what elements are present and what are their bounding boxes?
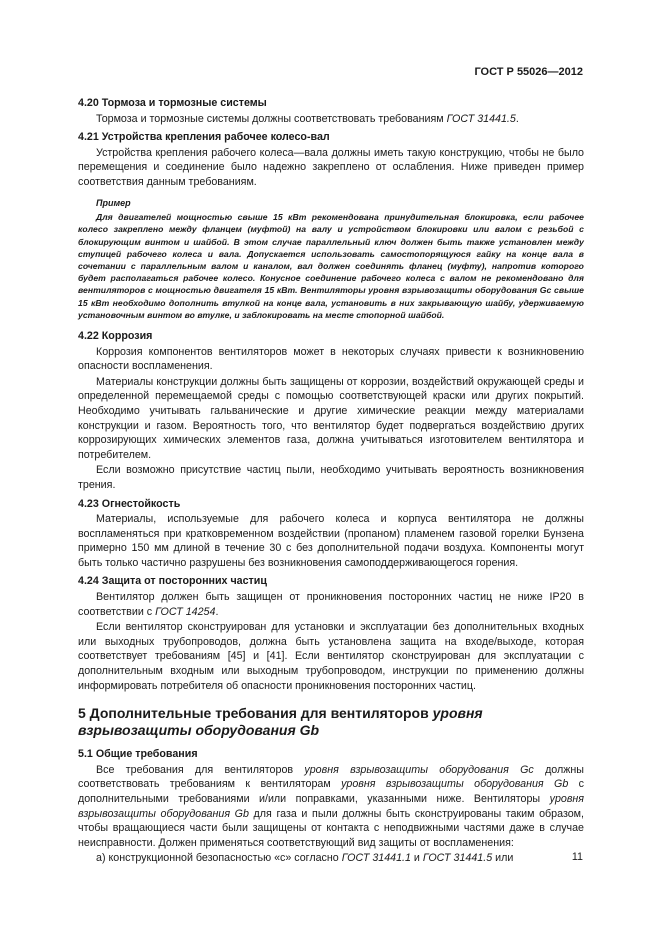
section-4-23-p1: Материалы, используемые для рабочего колеса и корпуса вентилятора не должны воспламеняться при кратковременном воздействии (пропаном) пламенем газовой горелки Бунзена примерно 150 мм длиной в течение 30 с без дополнительной подачи воздуха. Компоненты могут быть только частично разрушены без возникновения самоподдерживающегося горения. xyxy=(78,513,584,569)
document-id-header: ГОСТ Р 55026—2012 xyxy=(474,66,583,78)
example-title: Пример xyxy=(96,197,131,208)
section-4-22-p2: Материалы конструкции должны быть защищены от коррозии, воздействий окружающей среды и определенной перемещаемой среды с помощью соответствующей краски или других покрытий. Необходимо учитывать гальванические и другие химические реакции между материалами конструкции и газом. Вероятность того, что вентилятор будет подвергаться воздействию других коррозирующих химических элементов газа, должна учитываться изготовителем вентилятора и потребителем. xyxy=(78,375,584,461)
section-4-22-title: 4.22 Коррозия xyxy=(78,329,153,342)
page-content xyxy=(78,96,584,867)
gost-reference: ГОСТ 31441.1 xyxy=(341,852,411,865)
section-4-22-p3: Если возможно присутствие частиц пыли, необходимо учитывать вероятность возникновения трения. xyxy=(78,464,584,491)
section-4-20-text: Тормоза и тормозные системы должны соответствовать требованиям ГОСТ 31441.5. xyxy=(96,112,519,125)
section-5-1-title: 5.1 Общие требования xyxy=(78,748,198,761)
gost-reference: ГОСТ 31441.5 xyxy=(446,112,516,125)
list-item-a: а) конструкционной безопасностью «с» согласно ГОСТ 31441.1 и ГОСТ 31441.5 или xyxy=(96,852,514,865)
gost-reference: ГОСТ 14254 xyxy=(155,605,216,618)
section-4-21-title: 4.21 Устройства крепления рабочее колесо-вал xyxy=(78,131,330,144)
section-4-22-p1: Коррозия компонентов вентиляторов может в некоторых случаях привести к возникновению опасности воспламенения. xyxy=(78,345,584,373)
section-4-24-p2: Если вентилятор сконструирован для установки и эксплуатации без дополнительных входных или выходных трубопроводов, должна быть установлена защита на входе/выходе, которая соответствует требованиям [45] и [41]. Если вентилятор сконструирован для эксплуатации с дополнительным входным или выходным трубопроводом, инструкции по применению должны информировать потребителя об опасности проникновения посторонних частиц. xyxy=(78,621,584,692)
section-4-24-title: 4.24 Защита от посторонних частиц xyxy=(78,575,267,588)
section-4-20-title: 4.20 Тормоза и тормозные системы xyxy=(78,97,267,109)
section-4-23-title: 4.23 Огнестойкость xyxy=(78,497,181,510)
gost-reference: ГОСТ 31441.5 xyxy=(422,852,493,865)
example-text: Для двигателей мощностью свыше 15 кВт рекомендована принудительная блокировка, если рабочее колесо закреплено между фланцем (муфтой) на валу и устройством блокировки или валом с резьбой с блокирующим винтом и шайбой. В этом случае параллельный ключ должен быть также установлен между ступицей рабочего колеса и вала. Допускается использовать самостопорящуюся гайку на конце вала в сочетании с параллельным валом и каналом, вал должен соединять фланец (муфту), напротив которого будет располагаться рабочее колесо. Конусное соединение рабочего колеса с валом не рекомендовано для вентиляторов с мощностью двигателя 15 кВт. Вентиляторы уровня взрывозащиты оборудования Gc свыше 15 кВт необходимо дополнить втулкой на конце вала, установить в них закрывающую шайбу, удерживаемую установочным винтом во втулке, и заблокировать на месте стопорной шайбой. xyxy=(78,212,584,320)
page-number: 11 xyxy=(571,851,583,863)
section-4-21-text: Устройства крепления рабочего колеса—вала должны иметь такую конструкцию, чтобы не было перемещения и соединение было надежно закреплено от ослабления. Ниже приведен пример соответствия данным требованиям. xyxy=(78,146,584,188)
section-5-1-p1: Все требования для вентиляторов уровня взрывозащиты оборудования Gc должны соответствовать требованиям к вентиляторам уровня взрывозащиты оборудования Gb с дополнительными требованиями и/или поправками, указанными ниже. Вентиляторы уровня взрывозащиты оборудования Gb для газа и пыли должны быть сконструированы таким образом, чтобы вращающиеся части были защищены от контакта с неподвижными частями даже в случае неисправности. Должен применяться соответствующий вид защиты от воспламенения: xyxy=(78,763,584,849)
section-4-24-p1: Вентилятор должен быть защищен от проникновения посторонних частиц не ниже IP20 в соответствии с ГОСТ 14254. xyxy=(78,591,584,618)
section-5-title: 5 Дополнительные требования для вентиляторов уровня взрывозащиты оборудования Gb xyxy=(78,705,483,739)
